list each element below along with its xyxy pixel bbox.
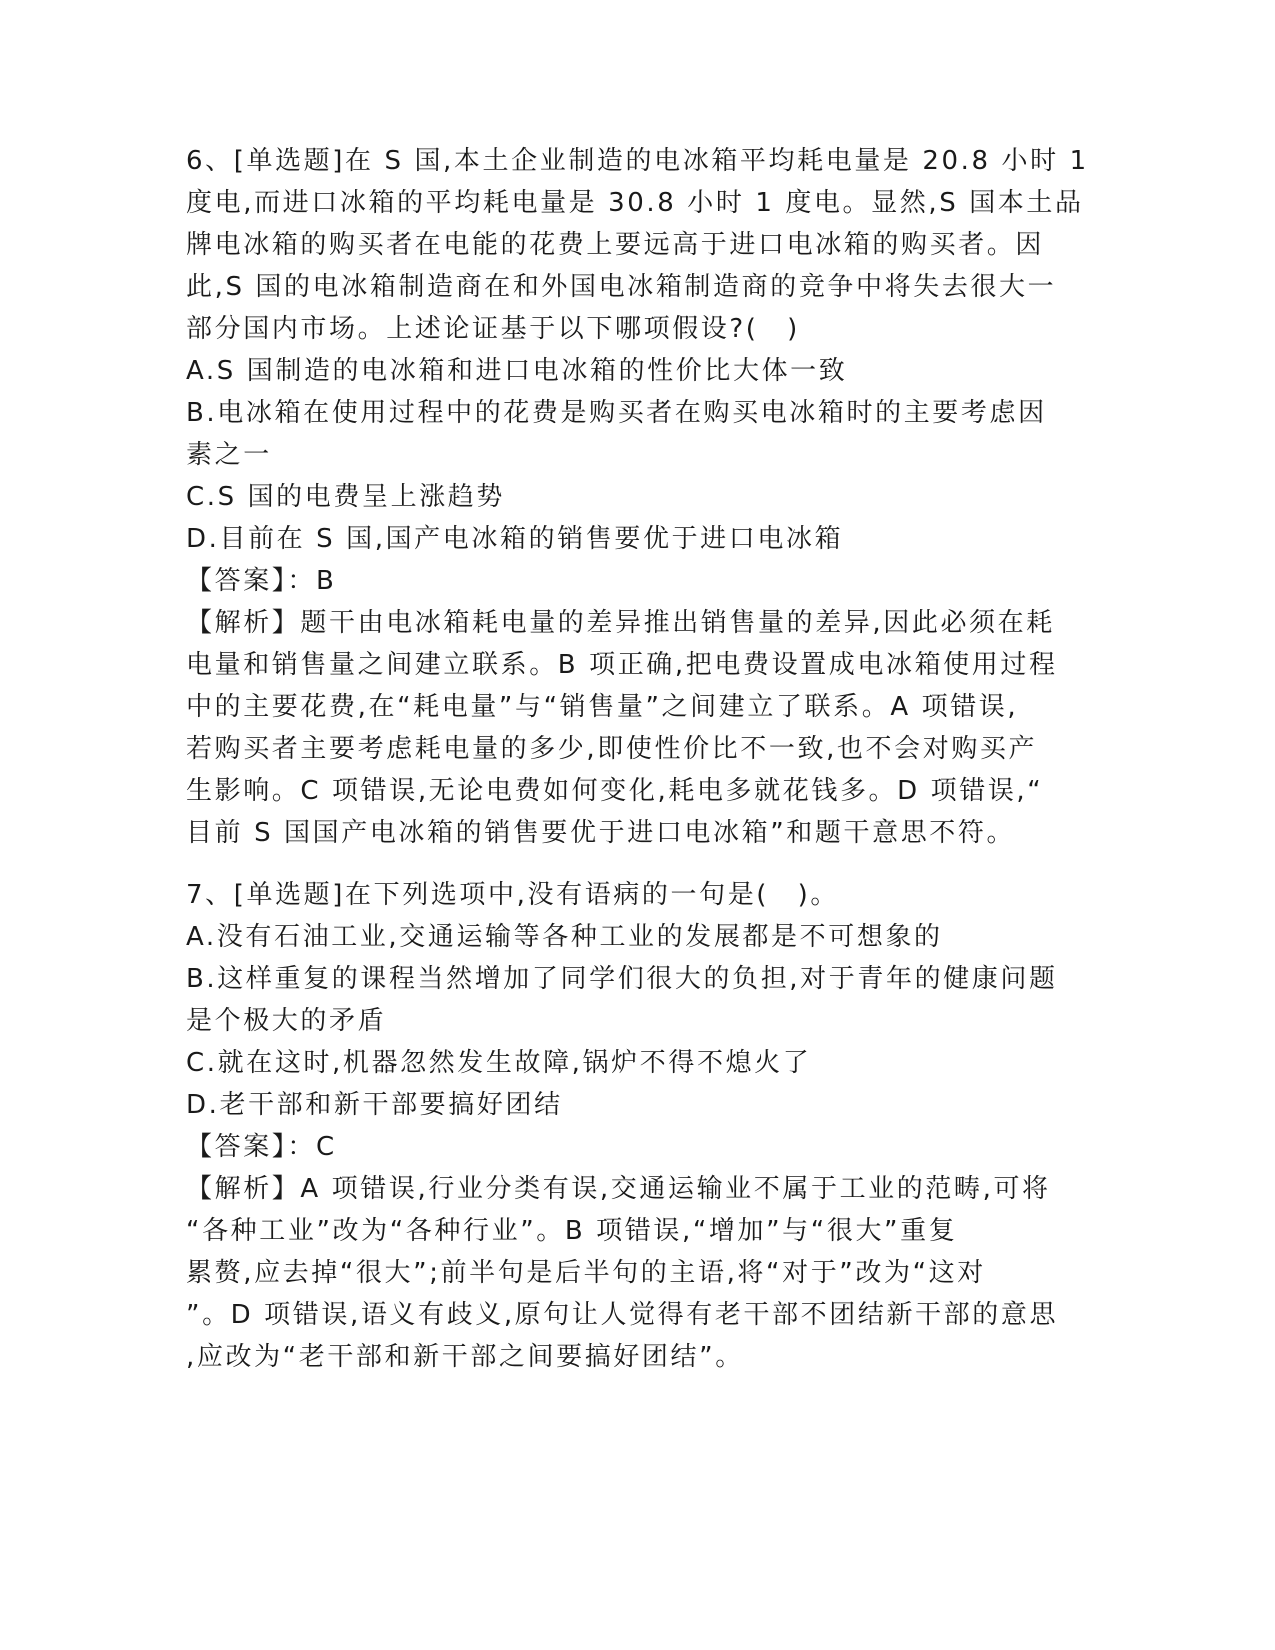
text-line: “各种工业”改为“各种行业”。B 项错误,“增加”与“很大”重复: [186, 1216, 958, 1246]
text-line: D.老干部和新干部要搞好团结: [186, 1090, 563, 1120]
text-line: 目前 S 国国产电冰箱的销售要优于进口电冰箱”和题干意思不符。: [186, 818, 1016, 848]
question-6: [186, 140, 1089, 854]
text-line: 【答案】：C: [186, 1132, 337, 1162]
text-line: ”。D 项错误,语义有歧义,原句让人觉得有老干部不团结新干部的意思: [186, 1300, 1059, 1330]
text-line: 7、[单选题]在下列选项中,没有语病的一句是( )。: [186, 880, 839, 910]
text-line: 6、[单选题]在 S 国,本土企业制造的电冰箱平均耗电量是 20.8 小时 1: [186, 146, 1089, 176]
text-line: B.这样重复的课程当然增加了同学们很大的负担,对于青年的健康问题: [186, 964, 1058, 994]
text-line: B.电冰箱在使用过程中的花费是购买者在购买电冰箱时的主要考虑因: [186, 398, 1047, 428]
text-line: 度电,而进口冰箱的平均耗电量是 30.8 小时 1 度电。显然,S 国本土品: [186, 188, 1084, 218]
text-line: 牌电冰箱的购买者在电能的花费上要远高于进口电冰箱的购买者。因: [186, 230, 1045, 260]
text-line: 部分国内市场。上述论证基于以下哪项假设?( ): [186, 314, 800, 344]
text-line: 【解析】A 项错误,行业分类有误,交通运输业不属于工业的范畴,可将: [186, 1174, 1051, 1204]
text-line: A.S 国制造的电冰箱和进口电冰箱的性价比大体一致: [186, 356, 848, 386]
text-line: 累赘,应去掉“很大”;前半句是后半句的主语,将“对于”改为“这对: [186, 1258, 986, 1288]
text-line: A.没有石油工业,交通运输等各种工业的发展都是不可想象的: [186, 922, 943, 952]
text-line: 电量和销售量之间建立联系。B 项正确,把电费设置成电冰箱使用过程: [186, 650, 1058, 680]
text-line: 此,S 国的电冰箱制造商在和外国电冰箱制造商的竞争中将失去很大一: [186, 272, 1057, 302]
document-page: [186, 140, 1089, 1398]
text-line: 是个极大的矛盾: [186, 1006, 387, 1036]
question-7: [186, 874, 1076, 1378]
text-line: ,应改为“老干部和新干部之间要搞好团结”。: [186, 1342, 744, 1372]
text-line: 【答案】：B: [186, 566, 337, 596]
text-line: 若购买者主要考虑耗电量的多少,即使性价比不一致,也不会对购买产: [186, 734, 1038, 764]
text-line: 生影响。C 项错误,无论电费如何变化,耗电多就花钱多。D 项错误,“: [186, 776, 1044, 806]
text-line: 【解析】题干由电冰箱耗电量的差异推出销售量的差异,因此必须在耗: [186, 608, 1055, 638]
text-line: C.就在这时,机器忽然发生故障,锅炉不得不熄火了: [186, 1048, 812, 1078]
text-line: D.目前在 S 国,国产电冰箱的销售要优于进口电冰箱: [186, 524, 844, 554]
text-line: C.S 国的电费呈上涨趋势: [186, 482, 505, 512]
text-line: 素之一: [186, 440, 272, 470]
text-line: 中的主要花费,在“耗电量”与“销售量”之间建立了联系。A 项错误,: [186, 692, 1019, 722]
